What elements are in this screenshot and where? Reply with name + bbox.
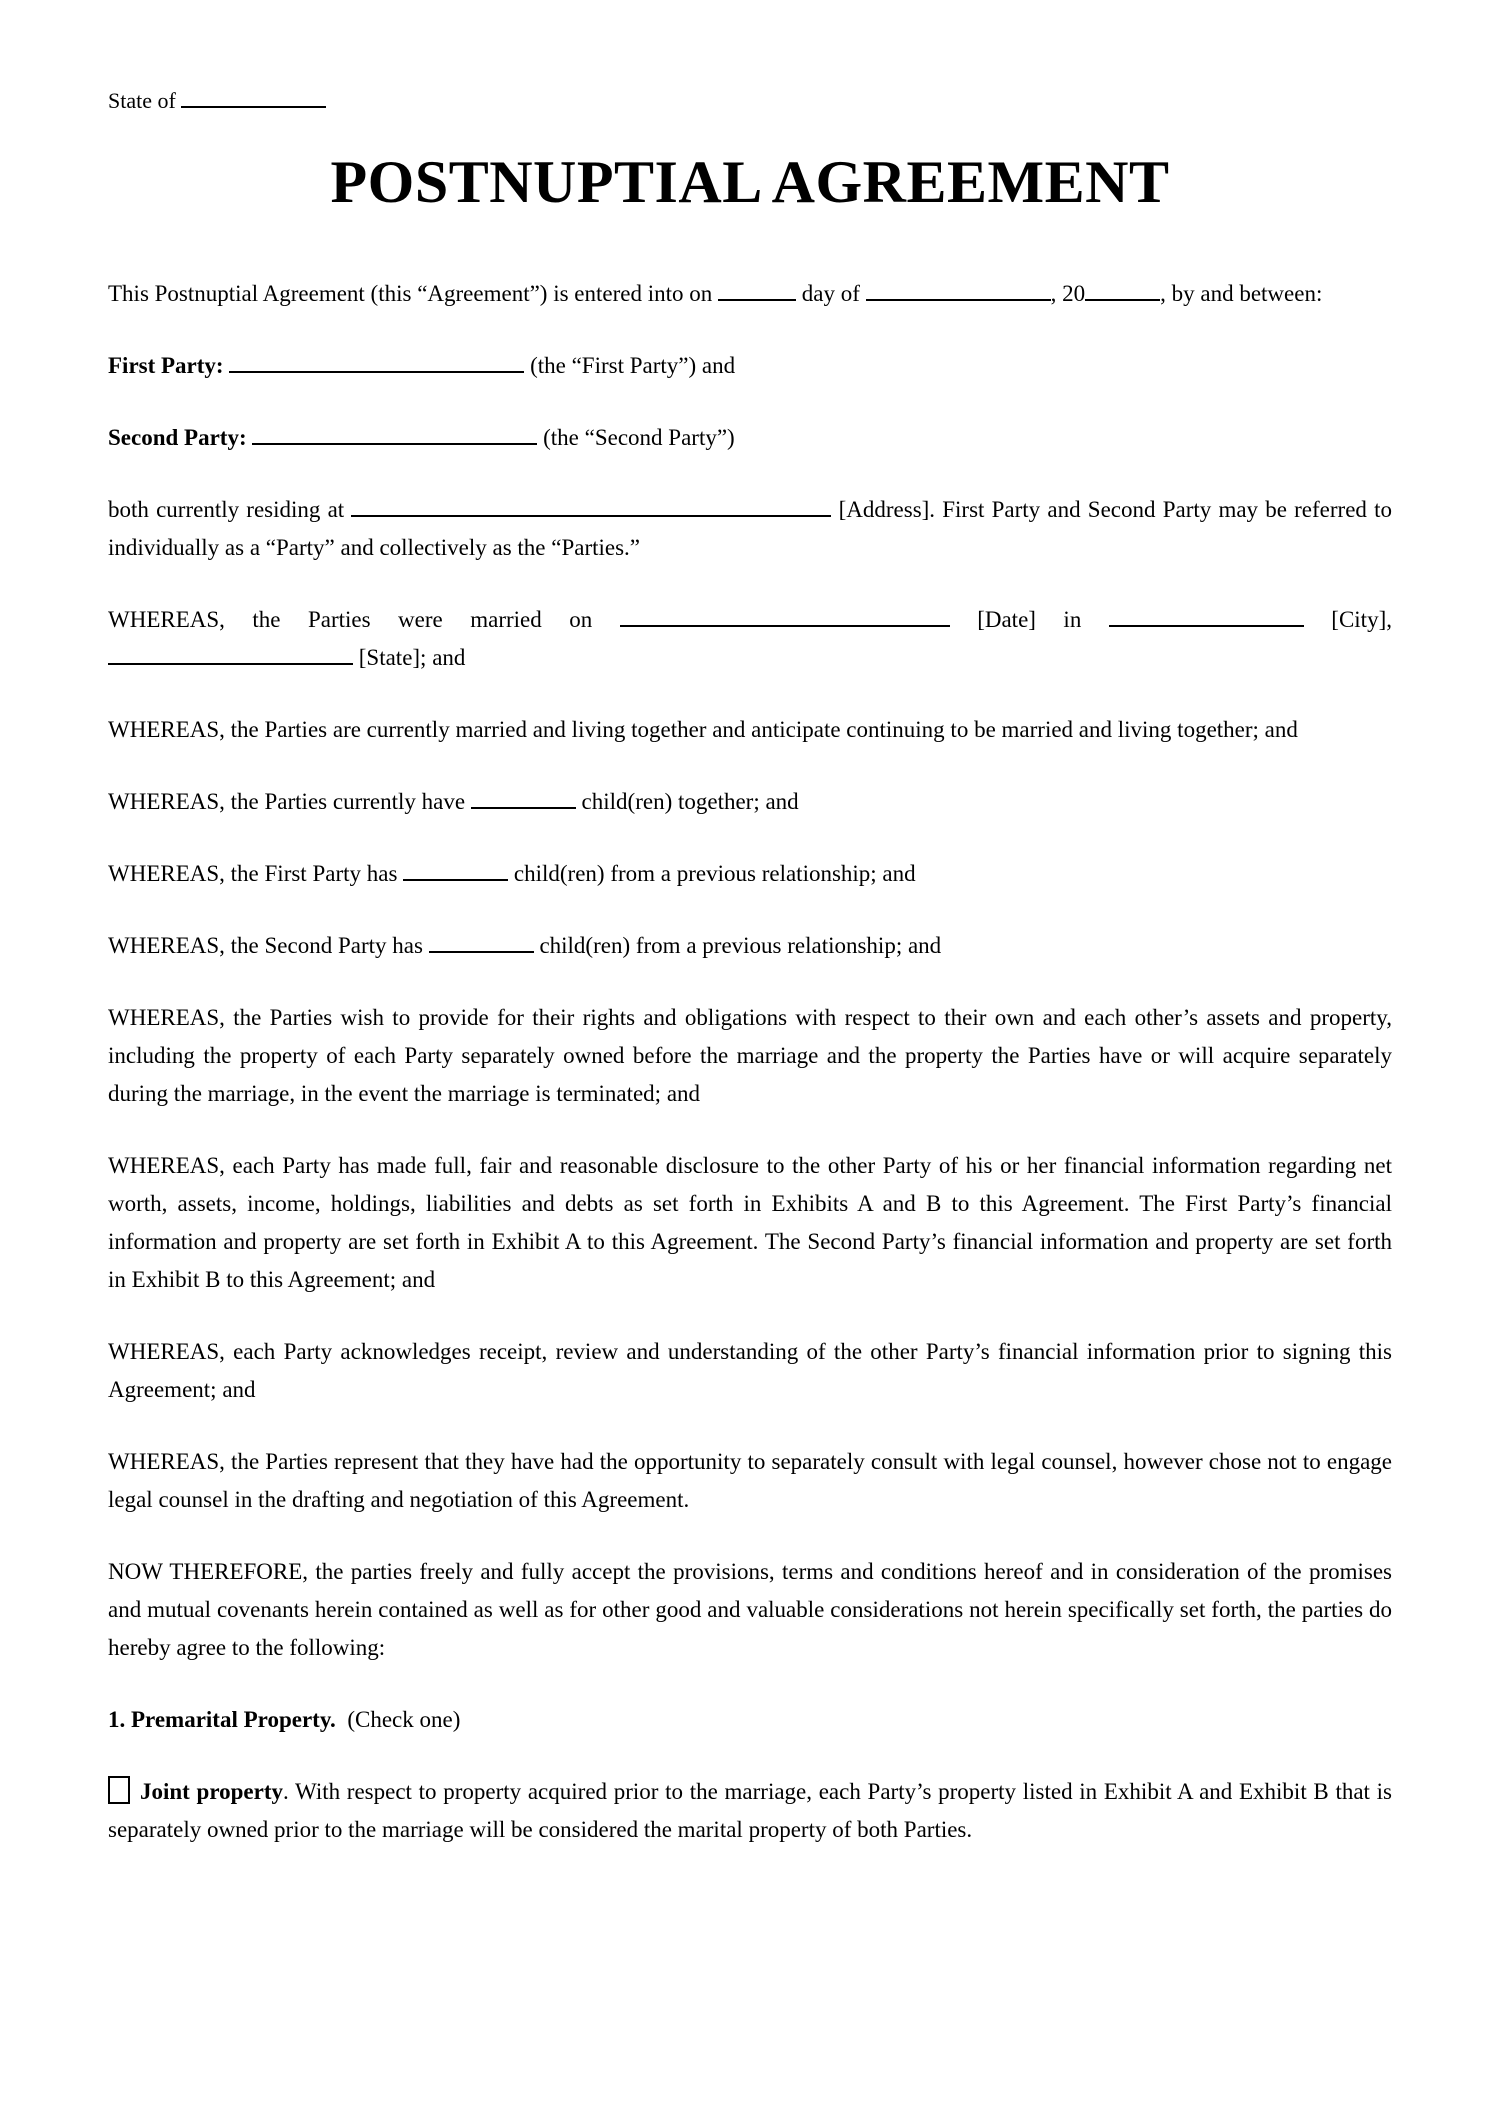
text-run: (Check one) [335, 1707, 461, 1732]
text-run: WHEREAS, the Parties currently have [108, 789, 471, 814]
text-run: WHEREAS, the Parties represent that they have had the opportunity to separately consult with legal counsel, however chose not to engage legal counsel in the drafting and negotiation of this Agreement. [108, 1449, 1392, 1512]
text-run: child(ren) together; and [575, 789, 799, 814]
year-blank[interactable] [1085, 278, 1160, 301]
first-party-name-blank[interactable] [229, 350, 524, 373]
paragraph-whereas-legal-counsel [108, 1443, 1392, 1519]
month-blank[interactable] [866, 278, 1051, 301]
text-run: NOW THEREFORE, the parties freely and fully accept the provisions, terms and conditions hereof and in consideration of the promises and mutual covenants herein contained as well as for other good and valuable considerations not herein specifically set forth, the parties do hereby agree to the following: [108, 1559, 1392, 1660]
paragraph-second-party [108, 419, 1392, 457]
text-run: WHEREAS, the Second Party has [108, 933, 429, 958]
text-run: , by and between: [1160, 281, 1323, 306]
address-blank[interactable] [351, 494, 831, 517]
day-blank[interactable] [718, 278, 796, 301]
paragraph-joint-property-option [108, 1773, 1392, 1849]
text-run: [City], [1303, 607, 1392, 632]
page-title: POSTNUPTIAL AGREEMENT [330, 149, 1170, 215]
state-blank[interactable] [181, 86, 326, 108]
text-run: WHEREAS, the Parties wish to provide for their rights and obligations with respect to their own and each other’s assets and property, including the property of each Party separately owned before the marriage and the property the Parties have or will acquire separately during the marriage, in the event the marriage is terminated; and [108, 1005, 1392, 1106]
text-run: , 20 [1050, 281, 1086, 306]
marriage-city-blank[interactable] [1109, 604, 1304, 627]
bold-text: First Party: [108, 353, 224, 378]
paragraph-intro-clause [108, 275, 1392, 313]
text-run: [Address]. First Party and Second Party may be referred to individually as a “Party” and collectively as the “Parties.” [108, 497, 1392, 560]
joint-property-checkbox[interactable] [108, 1776, 130, 1804]
state-of-line [108, 86, 1392, 115]
text-run: child(ren) from a previous relationship; and [533, 933, 942, 958]
paragraph-whereas-financial-disclosure [108, 1147, 1392, 1299]
text-run: WHEREAS, the Parties were married on [108, 607, 620, 632]
text-run: day of [796, 281, 866, 306]
bold-text: Joint property [140, 1779, 283, 1804]
paragraph-whereas-first-party-children [108, 855, 1392, 893]
second-party-name-blank[interactable] [252, 422, 537, 445]
paragraph-whereas-children-together [108, 783, 1392, 821]
text-run: . With respect to property acquired prior to the marriage, each Party’s property listed in Exhibit A and Exhibit B that is separately owned prior to the marriage will be considered the marital property of both Parties. [108, 1779, 1392, 1842]
text-run: child(ren) from a previous relationship; and [508, 861, 916, 886]
paragraph-whereas-marriage [108, 601, 1392, 677]
first-party-children-blank[interactable] [403, 858, 508, 881]
text-run: [State]; and [353, 645, 466, 670]
state-of-label: State of [108, 88, 176, 113]
text-run: (the “Second Party”) [537, 425, 735, 450]
second-party-children-blank[interactable] [429, 930, 534, 953]
paragraph-first-party [108, 347, 1392, 385]
text-run: (the “First Party”) and [524, 353, 736, 378]
paragraph-whereas-living-together [108, 711, 1392, 749]
text-run: WHEREAS, each Party acknowledges receipt, review and understanding of the other Party’s financial information prior to signing this Agreement; and [108, 1339, 1392, 1402]
paragraph-whereas-property-rights [108, 999, 1392, 1113]
marriage-date-blank[interactable] [620, 604, 950, 627]
document-body [108, 275, 1392, 1849]
paragraph-now-therefore [108, 1553, 1392, 1667]
text-run: This Postnuptial Agreement (this “Agreement”) is entered into on [108, 281, 718, 306]
paragraph-whereas-acknowledgment [108, 1333, 1392, 1409]
paragraph-whereas-second-party-children [108, 927, 1392, 965]
children-together-blank[interactable] [471, 786, 576, 809]
text-run: WHEREAS, each Party has made full, fair and reasonable disclosure to the other Party of his or her financial information regarding net worth, assets, income, holdings, liabilities and debts as set forth in Exhibits A and B to this Agreement. The First Party’s financial information and property are set forth in Exhibit A to this Agreement. The Second Party’s financial information and property are set forth in Exhibit B to this Agreement; and [108, 1153, 1392, 1292]
text-run: both currently residing at [108, 497, 352, 522]
text-run: [Date] in [949, 607, 1109, 632]
marriage-state-blank[interactable] [108, 642, 353, 665]
text-run: WHEREAS, the Parties are currently married and living together and anticipate continuing to be married and living together; and [108, 717, 1298, 742]
paragraph-section-1-heading [108, 1701, 1392, 1739]
paragraph-residing-clause [108, 491, 1392, 567]
bold-text: 1. Premarital Property. [108, 1707, 336, 1732]
text-run: WHEREAS, the First Party has [108, 861, 404, 886]
bold-text: Second Party: [108, 425, 247, 450]
